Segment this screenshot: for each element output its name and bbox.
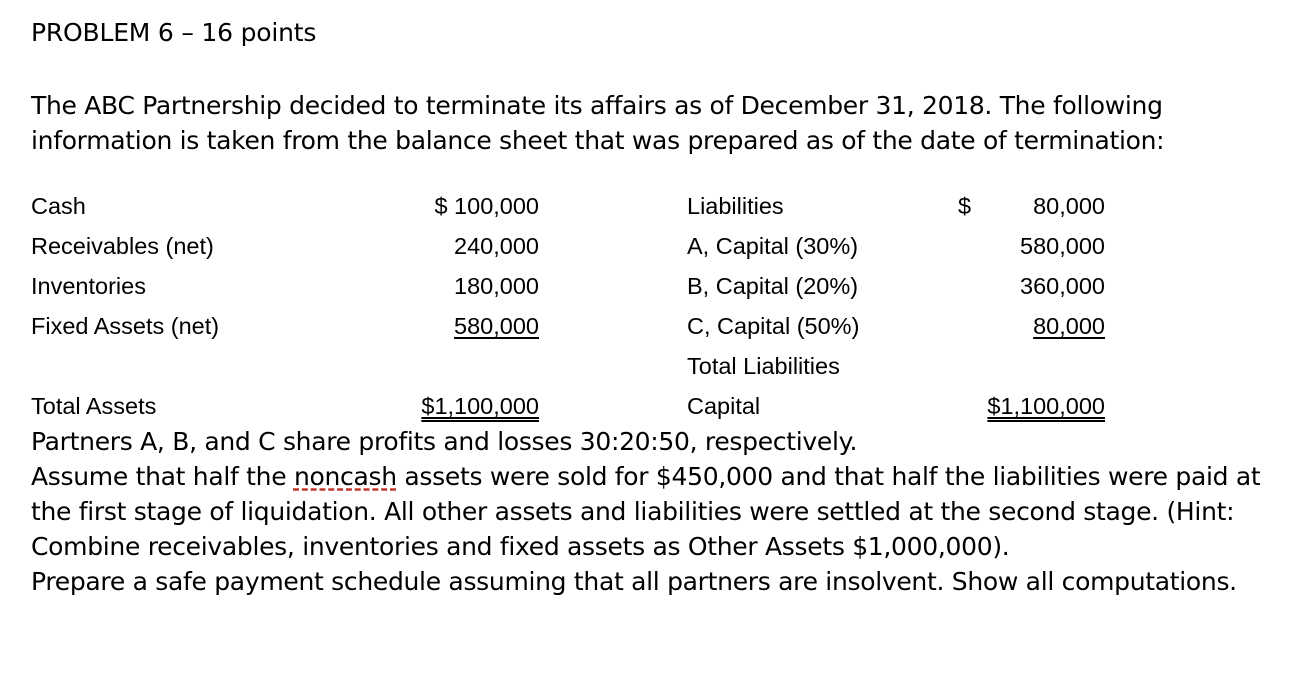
capital-c-amount: 80,000 bbox=[1033, 313, 1105, 339]
asset-label-fixed-assets: Fixed Assets (net) bbox=[31, 313, 220, 339]
assumption-text bbox=[31, 459, 1281, 564]
assumption-text-before: Assume that half the bbox=[31, 462, 294, 491]
capital-b-label: B, Capital (20%) bbox=[687, 273, 859, 299]
liabilities-currency-sign: $ bbox=[958, 193, 972, 219]
problem-notes bbox=[31, 424, 1281, 599]
total-assets-amount: $1,100,000 bbox=[421, 393, 539, 419]
total-assets-label: Total Assets bbox=[31, 393, 157, 419]
asset-label-receivables: Receivables (net) bbox=[31, 233, 214, 259]
total-liabilities-label: Total Liabilities bbox=[687, 353, 840, 379]
misspelled-word: noncash bbox=[293, 462, 397, 491]
capital-b-amount: 360,000 bbox=[1020, 273, 1105, 299]
liabilities-label: Liabilities bbox=[687, 193, 784, 219]
liabilities-amount: 80,000 bbox=[1033, 193, 1105, 219]
capital-a-amount: 580,000 bbox=[1020, 233, 1105, 259]
problem-heading: PROBLEM 6 – 16 points bbox=[31, 18, 317, 47]
asset-label-inventories: Inventories bbox=[31, 273, 146, 299]
asset-amount-inventories: 180,000 bbox=[454, 273, 539, 299]
asset-amount-fixed-assets: 580,000 bbox=[454, 313, 539, 339]
instruction-text: Prepare a safe payment schedule assuming that all partners are insolvent. Show all computations. bbox=[31, 567, 1237, 596]
capital-c-label: C, Capital (50%) bbox=[687, 313, 860, 339]
assumption-text-after: assets were sold for $450,000 and that half the liabilities were paid at the first stage of liquidation. All other assets and liabilities were settled at the second stage. (Hint: Combine receivables, inventories and fixed assets as Other Assets $1,000,000). bbox=[31, 462, 1261, 561]
capital-total-label: Capital bbox=[687, 393, 761, 419]
intro-paragraph: The ABC Partnership decided to terminate its affairs as of December 31, 2018. The following information is taken from the balance sheet that was prepared as of the date of termination: bbox=[31, 91, 1165, 155]
asset-amount-cash: $ 100,000 bbox=[434, 193, 539, 219]
asset-amount-receivables: 240,000 bbox=[454, 233, 539, 259]
capital-a-label: A, Capital (30%) bbox=[687, 233, 859, 259]
asset-label-cash: Cash bbox=[31, 193, 86, 219]
total-liabilities-capital-amount: $1,100,000 bbox=[987, 393, 1105, 419]
profit-sharing-text: Partners A, B, and C share profits and losses 30:20:50, respectively. bbox=[31, 427, 858, 456]
